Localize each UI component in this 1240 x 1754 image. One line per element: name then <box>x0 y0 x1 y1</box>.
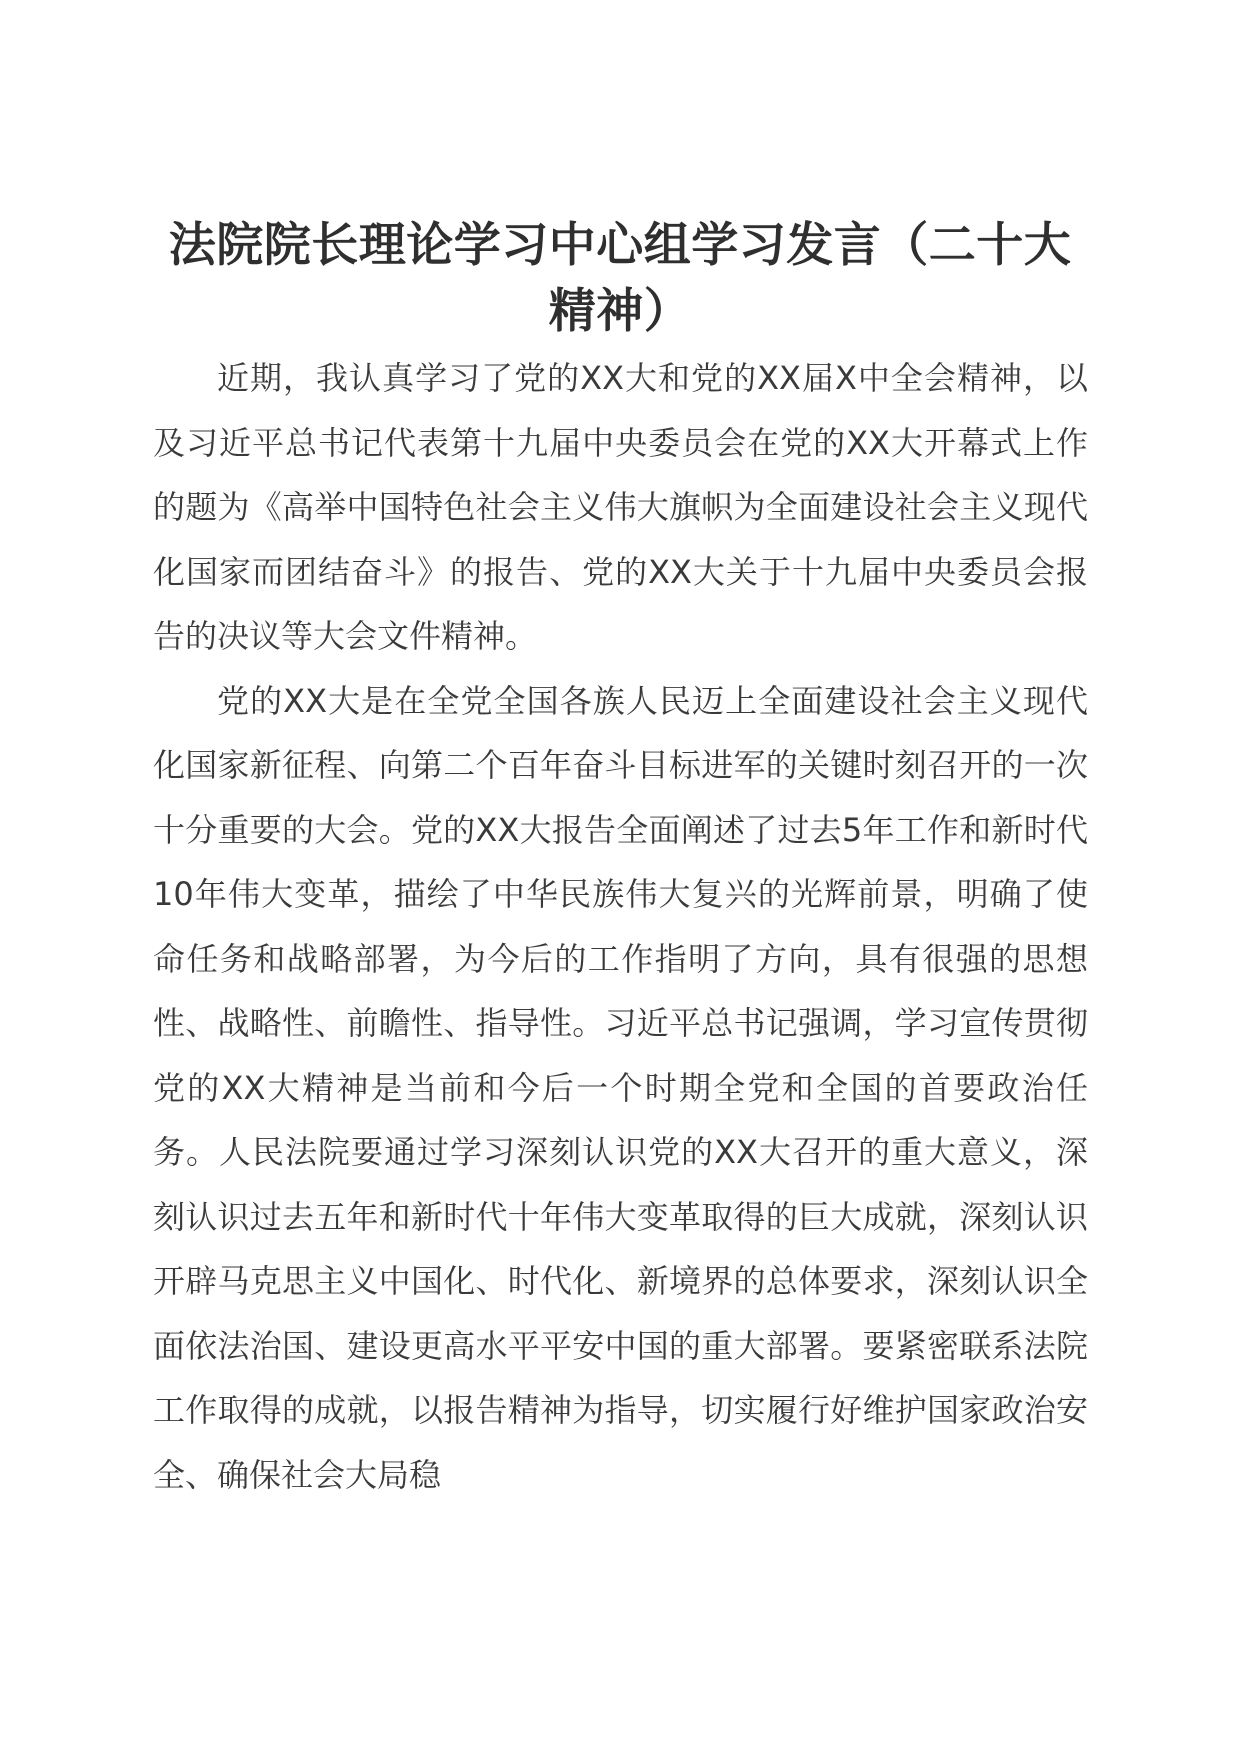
paragraph-2: 党的XX大是在全党全国各族人民迈上全面建设社会主义现代化国家新征程、向第二个百年奋斗目标进军的关键时刻召开的一次十分重要的大会。党的XX大报告全面阐述了过去5年工作和新时代10年伟大变革，描绘了中华民族伟大复兴的光辉前景，明确了使命任务和战略部署，为今后的工作指明了方向，具有很强的思想性、战略性、前瞻性、指导性。习近平总书记强调，学习宣传贯彻党的XX大精神是当前和今后一个时期全党和全国的首要政治任务。人民法院要通过学习深刻认识党的XX大召开的重大意义，深刻认识过去五年和新时代十年伟大变革取得的巨大成就，深刻认识开辟马克思主义中国化、时代化、新境界的总体要求，深刻认识全面依法治国、建设更高水平平安中国的重大部署。要紧密联系法院工作取得的成就，以报告精神为指导，切实履行好维护国家政治安全、确保社会大局稳 <box>153 681 1088 1494</box>
paragraph-1: 近期，我认真学习了党的XX大和党的XX届X中全会精神，以及习近平总书记代表第十九届中央委员会在党的XX大开幕式上作的题为《高举中国特色社会主义伟大旗帜为全面建设社会主义现代化国家而团结奋斗》的报告、党的XX大关于十九届中央委员会报告的决议等大会文件精神。 <box>153 359 1088 655</box>
document-body <box>153 346 1088 1507</box>
document-title: 法院院长理论学习中心组学习发言（二十大精神） <box>168 218 1072 339</box>
